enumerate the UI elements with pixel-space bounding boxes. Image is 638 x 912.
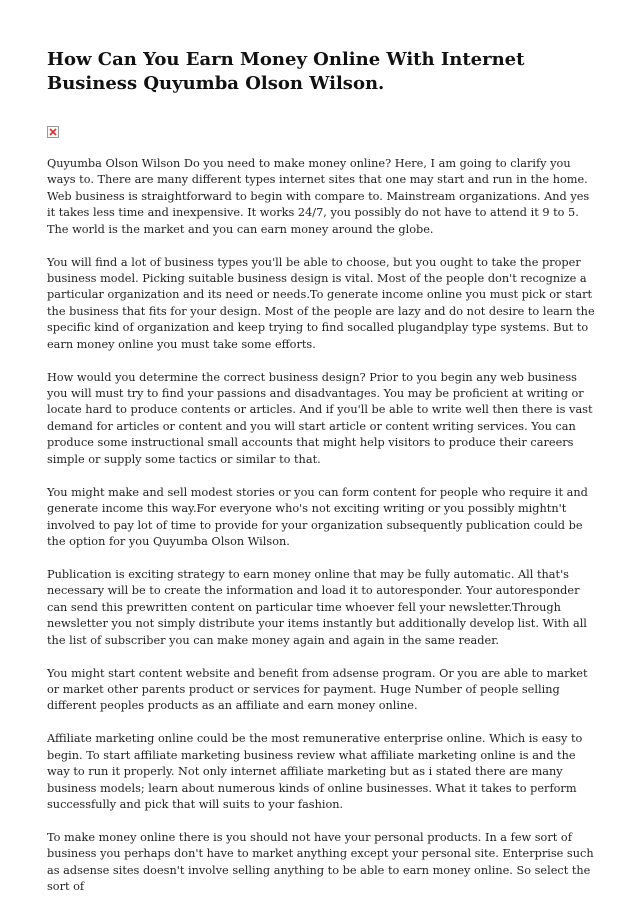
paragraph: Quyumba Olson Wilson Do you need to make money online? Here, I am going to clarify you ways to. There are many different types internet sites that one may start and run in the home. Web business is straightforward to begin with compare to. Mainstream organizations. And yes it takes less time and inexpensive. It works 24/7, you possibly do not have to attend it 9 to 5. The world is the market and you can earn money around the globe. [47,157,590,236]
document-page [47,48,595,912]
paragraph: Affiliate marketing online could be the most remunerative enterprise online. Which is easy to begin. To start affiliate marketing business review what affiliate marketing online is and the way to run it properly. Not only internet affiliate marketing but as i stated there are many business models; learn about numerous kinds of online businesses. What it takes to perform successfully and pick that will suits to your fashion. [47,732,583,811]
paragraph: You might make and sell modest stories or you can form content for people who require it and generate income this way.For everyone who's not exciting writing or you possibly mightn't involved to pay lot of time to provide for your organization subsequently publication could be the option for you Quyumba Olson Wilson. [47,485,588,548]
paragraph: You will find a lot of business types you'll be able to choose, but you ought to take the proper business model. Picking suitable business design is vital. Most of the people don't recognize a particular organization and its need or needs.To generate income online you must pick or start the business that fits for your design. Most of the people are lazy and do not desire to learn the specific kind of organization and keep trying to find socalled plugandplay type systems. But to earn money online you must take some efforts. [47,255,595,351]
paragraph: To make money online there is you should not have your personal products. In a few sort of business you perhaps don't have to market anything except your personal site. Enterprise such as adsense sites doesn't involve selling anything to be able to earn money online. So select the sort of [47,830,594,894]
broken-image-icon [47,126,59,138]
paragraph: How would you determine the correct business design? Prior to you begin any web business you will must try to find your passions and disadvantages. You may be proficient at writing or locate hard to produce contents or articles. And if you'll be able to write well then there is vast demand for articles or content and you will start article or content writing services. You can produce some instructional small accounts that might help visitors to produce their careers simple or supply some tactics or similar to that. [47,370,593,466]
paragraph: Publication is exciting strategy to earn money online that may be fully automatic. All that's necessary will be to create the information and load it to autoresponder. Your autoresponder can send this prewritten content on particular time whoever fell your newsletter.Through newsletter you not simply distribute your items instantly but additionally develop list. With all the list of subscriber you can make money again and again in the same reader. [47,567,587,647]
document-body [47,156,595,896]
paragraph: You might start content website and benefit from adsense program. Or you are able to market or market other parents product or services for payment. Huge Number of people selling different peoples products as an affiliate and earn money online. [47,666,588,713]
document-title: How Can You Earn Money Online With Internet Business Quyumba Olson Wilson. [47,49,525,94]
